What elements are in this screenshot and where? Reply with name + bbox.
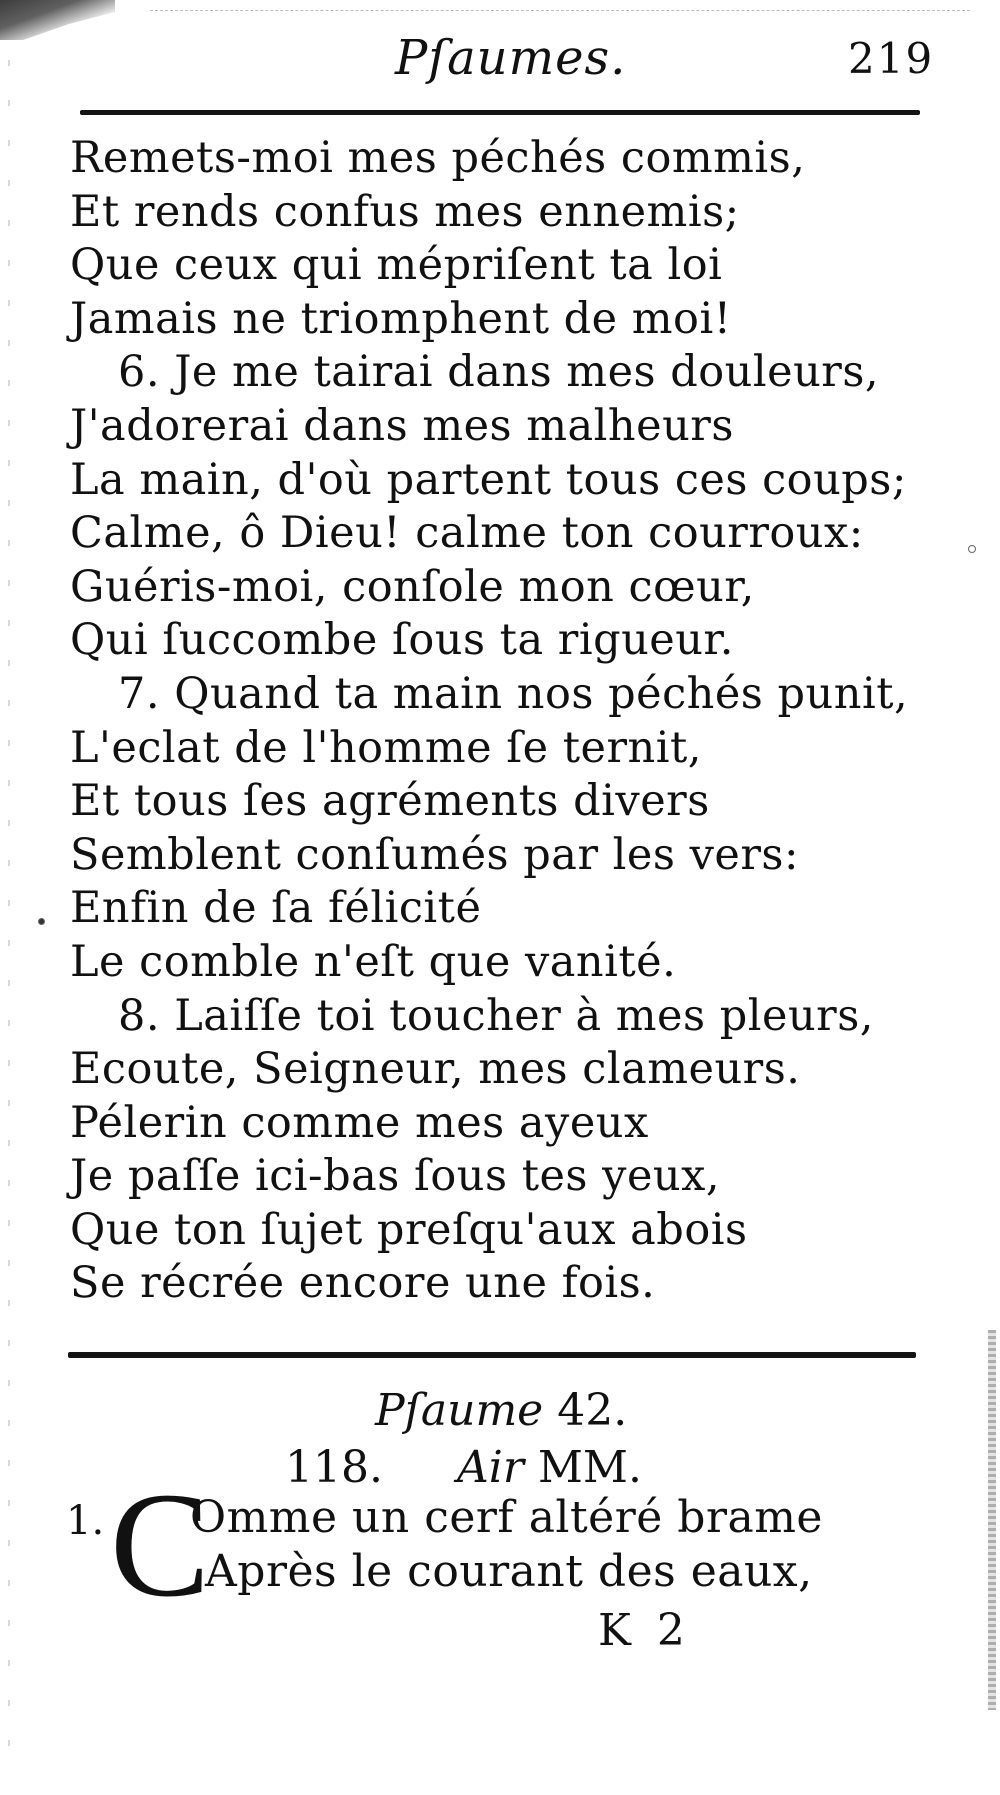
stanza-number: 1. [66, 1498, 105, 1544]
page-header [0, 20, 1000, 90]
verse-line: Je paſſe ici-bas ſous tes yeux, [70, 1151, 721, 1202]
verse-line: Calme, ô Dieu! calme ton courroux: [70, 508, 864, 559]
verse-line: Se récrée encore une fois. [70, 1258, 656, 1309]
page-number: 219 [848, 34, 935, 83]
verse-line: 6. Je me tairai dans mes douleurs, [118, 347, 880, 398]
signature-mark: K 2 [598, 1605, 691, 1656]
psalm-title-number: 42. [557, 1385, 628, 1436]
verse-line: Le comble n'eſt que vanité. [70, 936, 677, 987]
section-rule [68, 1352, 916, 1358]
ink-speck [968, 545, 976, 553]
verse-line: 7. Quand ta main nos péchés punit, [118, 668, 909, 719]
verse-line: Que ton ſujet preſqu'aux abois [70, 1204, 748, 1255]
verse-line: Enfin de ſa félicité [70, 883, 482, 934]
hymn-number: 118. [285, 1442, 383, 1493]
verse-line: Et rends confus mes ennemis; [70, 186, 740, 237]
right-binding-edge [988, 1330, 996, 1710]
incipit-line-1: Omme un cerf altéré brame [190, 1492, 823, 1543]
drop-cap: C [110, 1462, 211, 1628]
hymn-air-line [285, 1442, 642, 1493]
verse-line: Ecoute, Seigneur, mes clameurs. [70, 1044, 801, 1095]
verse-line: Semblent conſumés par les vers: [70, 829, 799, 880]
left-margin-edge [8, 60, 10, 1760]
psalm-title-word: Pſaume [375, 1385, 544, 1436]
incipit-line-2: Après le courant des eaux, [205, 1546, 813, 1597]
verse-line: 8. Laiſſe toi toucher à mes pleurs, [118, 990, 874, 1041]
verse-line: Et tous ſes agréments divers [70, 776, 710, 827]
verse-line: Remets-moi mes péchés commis, [70, 133, 806, 183]
verse-line: Qui ſuccombe ſous ta rigueur. [70, 615, 734, 666]
verse-line: La main, d'où partent tous ces coups; [70, 454, 907, 505]
verse-line: Pélerin comme mes ayeux [70, 1097, 649, 1148]
verse-line: L'eclat de l'homme ſe ternit, [70, 722, 702, 773]
verse-line: Jamais ne triomphent de moi! [70, 293, 732, 344]
page-top-edge [150, 10, 970, 11]
header-rule [80, 110, 920, 115]
psalm-title [375, 1385, 627, 1436]
air-label: Air [456, 1442, 524, 1493]
running-head: Pſaumes. [395, 30, 627, 86]
air-tune: MM. [537, 1442, 642, 1493]
verse-line: Que ceux qui mépriſent ta loi [70, 240, 723, 291]
verse-line: Guéris-moi, conſole mon cœur, [70, 561, 755, 612]
ink-speck [38, 918, 45, 925]
verse-line: J'adorerai dans mes malheurs [70, 400, 734, 451]
psalm-verses [70, 132, 970, 1311]
